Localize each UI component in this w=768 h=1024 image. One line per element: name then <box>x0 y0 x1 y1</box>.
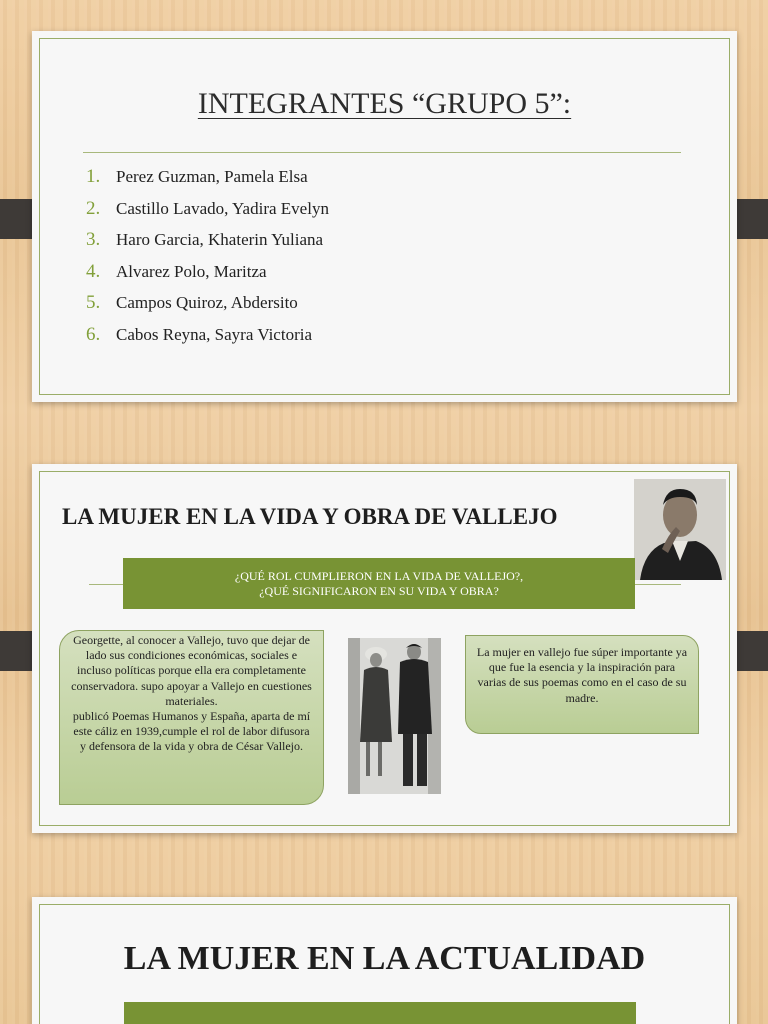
question-line: ¿QUÉ SIGNIFICARON EN SU VIDA Y OBRA? <box>259 583 499 598</box>
member-list <box>86 166 329 356</box>
slide-integrantes <box>32 31 737 402</box>
member-name: Perez Guzman, Pamela Elsa <box>116 167 308 186</box>
divider <box>89 584 123 585</box>
georgette-text-box: Georgette, al conocer a Vallejo, tuvo que dejar de lado sus condiciones económicas, sociales e incluso políticas porque ella era completamente conservadora. supo apoyar a Vallejo en cuestiones materiales. publicó Poemas Humanos y España, aparta de mí este cáliz en 1939,cumple el rol de labor difusora y defensora de la vida y obra de César Vallejo. <box>59 630 324 805</box>
divider <box>635 584 681 585</box>
member-name: Haro Garcia, Khaterin Yuliana <box>116 230 324 250</box>
member-name: Alvarez Polo, Maritza <box>116 261 267 281</box>
divider <box>83 152 681 153</box>
slide-title: LA MUJER EN LA ACTUALIDAD <box>123 940 646 977</box>
slide-title: INTEGRANTES “GRUPO 5”: <box>197 87 572 120</box>
list-number: 6. <box>86 323 101 345</box>
list-item <box>86 166 329 198</box>
question-banner <box>123 558 635 609</box>
list-item <box>86 292 329 324</box>
couple-photo-image <box>348 638 441 794</box>
vallejo-portrait-image <box>634 479 726 580</box>
list-number: 3. <box>86 229 101 251</box>
list-item <box>86 198 329 230</box>
slide-title: LA MUJER EN LA VIDA Y OBRA DE VALLEJO <box>62 504 558 529</box>
member-name: Castillo Lavado, Yadira Evelyn <box>116 198 329 218</box>
list-number: 4. <box>86 260 101 282</box>
list-item <box>86 229 329 261</box>
list-number: 5. <box>86 292 101 314</box>
slide-mujer-vallejo <box>32 464 737 833</box>
list-item <box>86 324 329 356</box>
question-banner <box>124 1002 636 1024</box>
question-line: ¿QUÉ ROL CUMPLIERON EN LA VIDA DE VALLEJO?, <box>234 568 524 583</box>
member-name: Campos Quiroz, Abdersito <box>116 293 298 313</box>
list-item <box>86 261 329 293</box>
list-number: 2. <box>86 197 101 219</box>
list-number: 1. <box>86 166 101 187</box>
mujer-vallejo-text-box: La mujer en vallejo fue súper importante ya que fue la esencia y la inspiración para varias de sus poemas como en el caso de su madre. <box>465 635 699 734</box>
slide-mujer-actualidad <box>32 897 737 1024</box>
member-name: Cabos Reyna, Sayra Victoria <box>116 324 313 344</box>
